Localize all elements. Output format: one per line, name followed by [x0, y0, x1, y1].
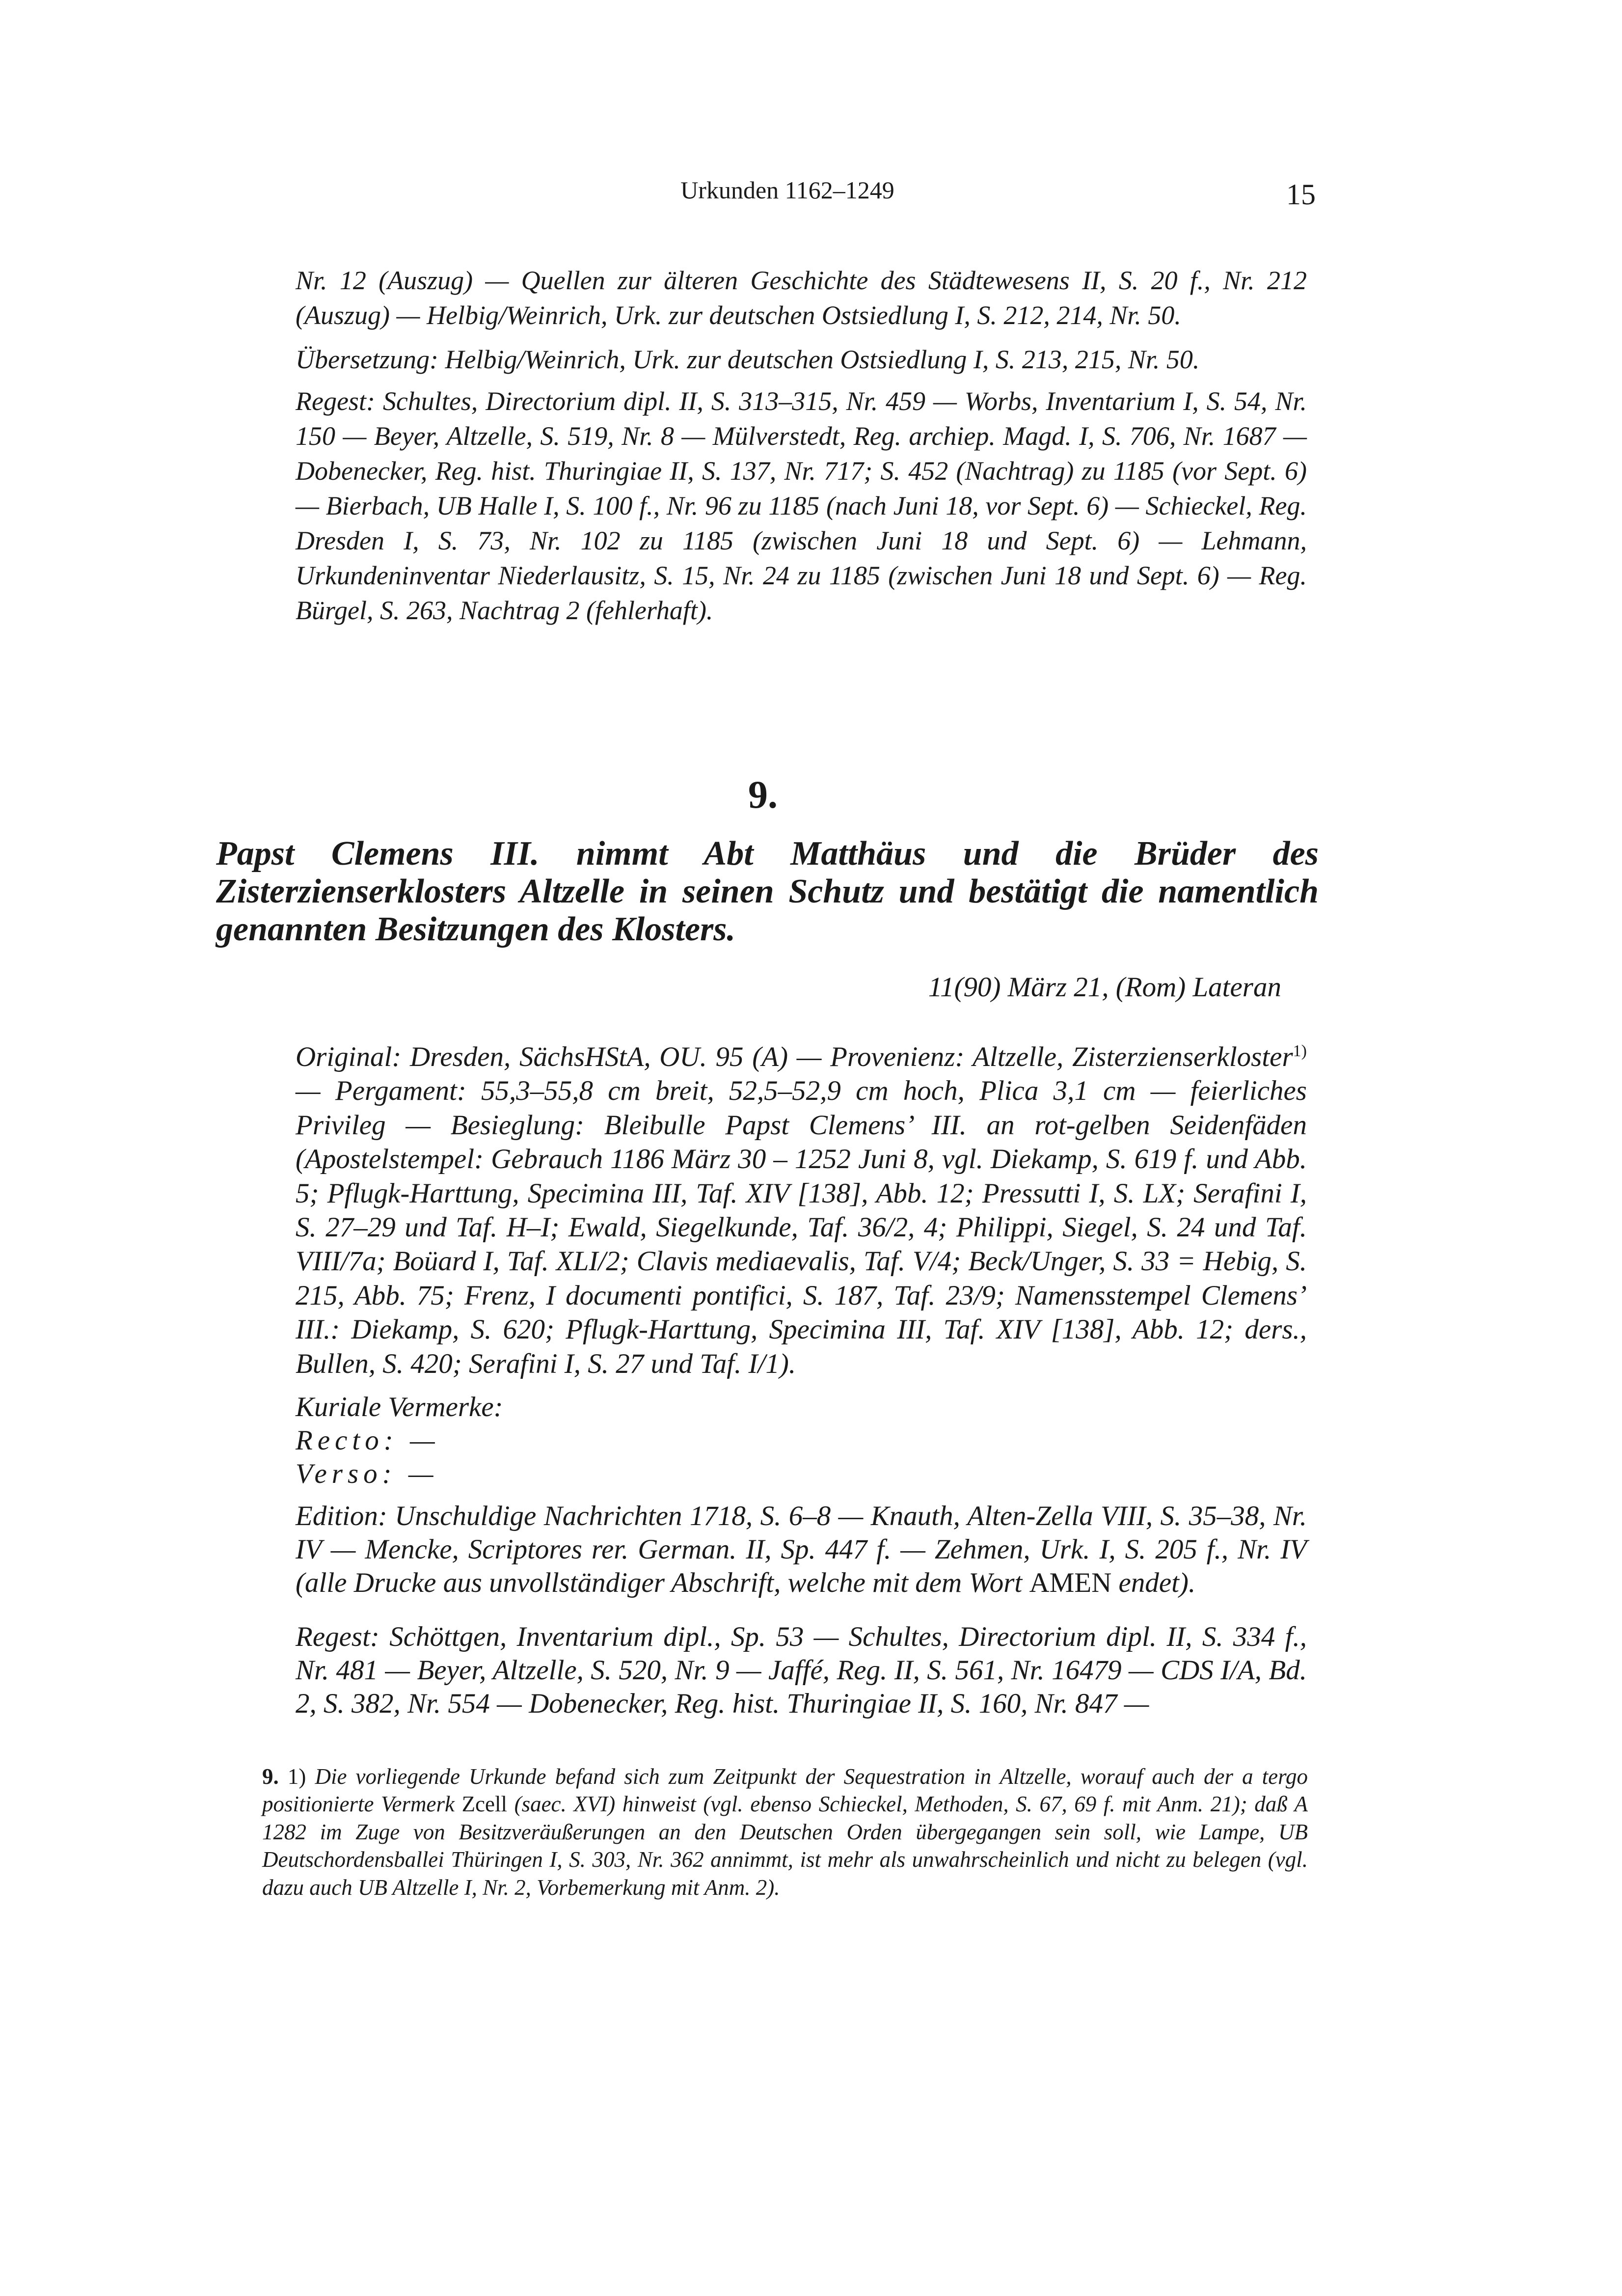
footnote-number: 1)	[287, 1764, 306, 1789]
document-title: Papst Clemens III. nimmt Abt Matthäus und die Brüder des Zisterzienserklosters Altzelle in seinen Schutz und bestätigt die namentlich genannten Besitzungen des Klosters.	[216, 835, 1319, 948]
running-head: Urkunden 1162–1249	[680, 176, 894, 204]
kuriale-vermerke	[296, 1391, 1307, 1491]
footnote-doc-number: 9.	[262, 1764, 279, 1789]
regest-section	[296, 1620, 1307, 1721]
edition-text-part1: Edition: Unschuldige Nachrichten 1718, S. 6–8 — Knauth, Alten-Zella VIII, S. 35–38, Nr. IV — Mencke, Scriptores rer. German. II, Sp. 447 f. — Zehmen, Urk. I, S. 205 f., Nr. IV (alle Drucke aus unvollständiger Abschrift, welche mit dem Wort	[296, 1501, 1307, 1598]
original-description	[296, 1040, 1307, 1381]
recto-line: Recto: —	[296, 1425, 440, 1456]
regest-text: Regest: Schöttgen, Inventarium dipl., Sp. 53 — Schultes, Directorium dipl. II, S. 334 f., Nr. 481 — Beyer, Altzelle, S. 520, Nr. 9 — Jaffé, Reg. II, S. 561, Nr. 16479 — CDS I/A, Bd. 2, S. 382, Nr. 554 — Dobenecker, Reg. hist. Thuringiae II, S. 160, Nr. 847 —	[296, 1621, 1307, 1719]
edition-continued-text: Nr. 12 (Auszug) — Quellen zur älteren Geschichte des Städtewesens II, S. 20 f., Nr. 212 (Auszug) — Helbig/Weinrich, Urk. zur deutschen Ostsiedlung I, S. 212, 214, Nr. 50.	[296, 266, 1307, 330]
footnote-text-part2: (saec. XVI) hinweist (vgl. ebenso Schieckel, Methoden, S. 67, 69 f. mit Anm. 21); daß A 1282 im Zuge von Besitzveräußerungen an den Deutschen Orden übergegangen sein soll, wie Lampe, UB Deutschordensballei Thüringen I, S. 303, Nr. 362 annimmt, ist mehr als unwahrscheinlich und nicht zu belegen (vgl. dazu auch UB Altzelle I, Nr. 2, Vorbemerkung mit Anm. 2).	[262, 1792, 1308, 1900]
translation-reference	[296, 342, 1307, 377]
document-date: 11(90) März 21, (Rom) Lateran	[928, 972, 1281, 1003]
edition-upright-word: AMEN	[1029, 1567, 1112, 1598]
edition-text-part2: endet).	[1111, 1567, 1196, 1598]
document-number: 9.	[748, 773, 778, 817]
footnote-upright-word: Zcell	[461, 1792, 508, 1817]
original-text-part2: — Pergament: 55,3–55,8 cm breit, 52,5–52,9 cm hoch, Plica 3,1 cm — feierliches Privileg — Besieglung: Bleibulle Papst Clemens’ III. an rot-gelben Seidenfäden (Apostelstempel: Gebrauch 1186 März 30 – 1252 Juni 8, vgl. Diekamp, S. 619 f. und Abb. 5; Pflugk-Harttung, Specimina III, Taf. XIV [138], Abb. 12; Pressutti I, S. LX; Serafini I, S. 27–29 und Taf. H–I; Ewald, Siegelkunde, Taf. 36/2, 4; Philippi, Siegel, S. 24 und Taf. VIII/7a; Boüard I, Taf. XLI/2; Clavis mediaevalis, Taf. V/4; Beck/Unger, S. 33 = Hebig, S. 215, Abb. 75; Frenz, I documenti pontifici, S. 187, Taf. 23/9; Namensstempel Clemens’ III.: Diekamp, S. 620; Pflugk-Harttung, Specimina III, Taf. XIV [138], Abb. 12; ders., Bullen, S. 420; Serafini I, S. 27 und Taf. I/1).	[296, 1075, 1307, 1379]
edition-continued	[296, 263, 1307, 333]
page-number: 15	[1286, 178, 1316, 211]
kuriale-label: Kuriale Vermerke:	[296, 1392, 503, 1422]
footnote-1	[262, 1763, 1308, 1901]
regest-previous-text: Regest: Schultes, Directorium dipl. II, S. 313–315, Nr. 459 — Worbs, Inventarium I, S. 54, Nr. 150 — Beyer, Altzelle, S. 519, Nr. 8 — Mülverstedt, Reg. archiep. Magd. I, S. 706, Nr. 1687 — Dobenecker, Reg. hist. Thuringiae II, S. 137, Nr. 717; S. 452 (Nachtrag) zu 1185 (vor Sept. 6) — Bierbach, UB Halle I, S. 100 f., Nr. 96 zu 1185 (nach Juni 18, vor Sept. 6) — Schieckel, Reg. Dresden I, S. 73, Nr. 102 zu 1185 (zwischen Juni 18 und Sept. 6) — Lehmann, Urkundeninventar Niederlausitz, S. 15, Nr. 24 zu 1185 (zwischen Juni 18 und Sept. 6) — Reg. Bürgel, S. 263, Nachtrag 2 (fehlerhaft).	[296, 386, 1307, 625]
original-text	[296, 1040, 1307, 1381]
footnote-text-part1: Die vorliegende Urkunde befand sich zum Zeitpunkt der Sequestration in Altzelle, worauf auch der a tergo positionierte Vermerk	[262, 1764, 1308, 1817]
translation-text: Übersetzung: Helbig/Weinrich, Urk. zur deutschen Ostsiedlung I, S. 213, 215, Nr. 50.	[296, 345, 1200, 374]
edition-section	[296, 1500, 1307, 1600]
footnote-ref: 1)	[1293, 1042, 1307, 1060]
original-text-part1: Original: Dresden, SächsHStA, OU. 95 (A) — Provenienz: Altzelle, Zisterzienserkloster	[296, 1041, 1293, 1072]
verso-line: Verso: —	[296, 1458, 438, 1489]
regest-previous	[296, 384, 1307, 628]
edition-text	[296, 1500, 1307, 1600]
